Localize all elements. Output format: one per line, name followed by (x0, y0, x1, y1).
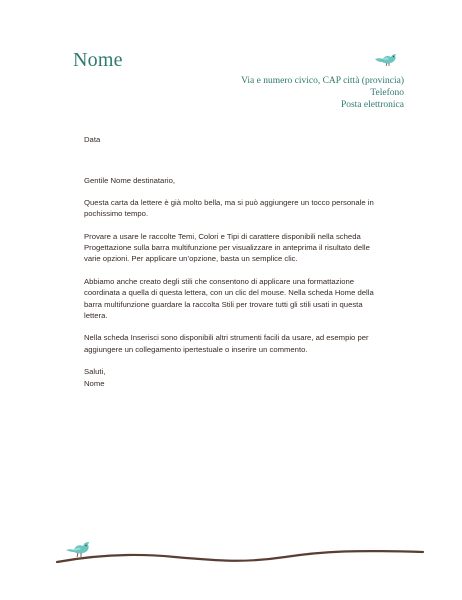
letter-body (84, 134, 384, 389)
letter-salutation: Gentile Nome destinatario, (84, 176, 176, 186)
letter-paragraph: Nella scheda Inserisci sono disponibili altri strumenti facili da usare, ad esempio per aggiungere un collegamento ipertestuale o inserire un commento. (84, 333, 369, 354)
branch-line (57, 551, 423, 562)
sender-name: Nome (73, 49, 123, 71)
bird-icon (374, 51, 398, 67)
letter-date: Data (84, 135, 101, 144)
sender-address: Via e numero civico, CAP città (provincia) (241, 76, 404, 86)
letter-paragraph: Questa carta da lettere è già molto bella, ma si può aggiungere un tocco personale in pochissimo tempo. (84, 197, 374, 219)
sender-contact-block (241, 75, 404, 111)
sender-email: Posta elettronica (340, 100, 404, 110)
sender-phone: Telefono (370, 88, 404, 98)
letter-signature: Nome (84, 378, 105, 388)
bird-icon (66, 542, 89, 557)
letter-closing: Saluti, (84, 367, 106, 377)
letter-paragraph: Provare a usare le raccolte Temi, Colori e Tipi di carattere disponibili nella scheda Progettazione sulla barra multifunzione per visualizzare in anteprima il risultato delle varie opzioni. Per applicare un’opzione, basta un semplice clic. (84, 231, 370, 264)
letter-paragraph: Abbiamo anche creato degli stili che consentono di applicare una formattazione coordinata a quella di questa lettera, con un clic del mouse. Nella scheda Home della barra multifunzione guardare la raccolta Stili per trovare tutti gli stili usati in questa lettera. (84, 276, 374, 321)
footer-branch-art (55, 535, 425, 565)
